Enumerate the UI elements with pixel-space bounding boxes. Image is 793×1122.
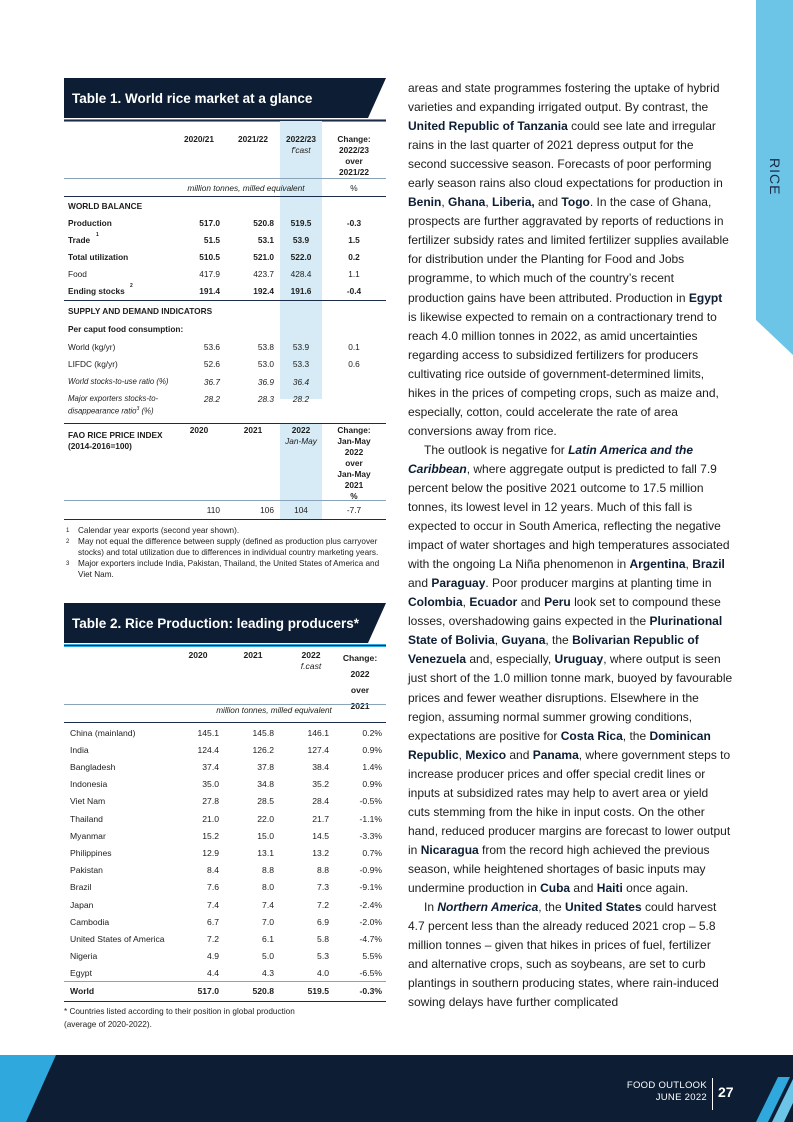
t1-cell: 53.8 — [257, 341, 274, 352]
t1-row-label: Ending stocks — [68, 285, 125, 296]
t2-cell: 4.0 — [317, 968, 329, 979]
t2-cell: 127.4 — [307, 744, 329, 755]
t1-row-label: Total utilization — [68, 251, 129, 262]
t1-head-2022: 2022/23 f'cast — [286, 134, 316, 155]
t2-country: Egypt — [70, 968, 92, 979]
t2-cell: 27.8 — [202, 796, 219, 807]
t2-cell: 5.8 — [317, 933, 329, 944]
t1-cell: 53.6 — [203, 341, 220, 352]
t1-row-label: Production — [68, 217, 112, 228]
text-run: , the — [538, 900, 565, 915]
text-run: , where government steps to increase producer prices and offer special credit lines or inputs at subsidized rates may help to avert area or yield cuts stemming from the hike in input costs. On the other hand, reduced producer margins are forecast to lower output in — [408, 747, 731, 857]
text-run: areas and state programmes fostering the uptake of hybrid varieties and expanding irrigated output. By contrast, the — [408, 81, 720, 115]
t2-cell: 8.8 — [262, 865, 274, 876]
t2-cell: 7.3 — [317, 882, 329, 893]
t2-row — [64, 913, 386, 930]
t1-cell: 192.4 — [253, 285, 274, 296]
text-run: , — [462, 595, 470, 610]
t1-cell: 1.5 — [348, 234, 360, 245]
text-run: once again. — [622, 880, 689, 895]
t1-cell: 428.4 — [290, 268, 312, 279]
t2-total-label: World — [70, 985, 95, 996]
t2-cell: 145.8 — [252, 727, 274, 738]
t1-price-change-line: % — [350, 491, 358, 501]
t2-country: Viet Nam — [70, 796, 106, 807]
t1-cell: 53.9 — [292, 341, 310, 352]
t2-row — [64, 724, 386, 741]
t1-head-change: Change: 2022/23 over 2021/22 — [337, 134, 371, 177]
body-paragraph — [408, 898, 733, 1012]
text-run: , — [494, 633, 502, 648]
text-run: In — [424, 900, 438, 915]
text-run: The outlook is negative for — [424, 442, 569, 457]
t2-country: Japan — [70, 899, 94, 910]
t2-cell: 38.4 — [312, 761, 329, 772]
text-run: . Poor producer margins at planting time in — [485, 576, 712, 591]
t2-country: Nigeria — [70, 951, 98, 962]
t1-cell: 521.0 — [253, 251, 274, 262]
t1-row — [64, 355, 386, 372]
emphasis-run: Haiti — [596, 880, 623, 895]
t2-cell: 13.1 — [257, 847, 274, 858]
footnote-number: 1 — [66, 528, 70, 534]
t1-cell: 522.0 — [290, 251, 312, 262]
text-run: and, especially, — [466, 652, 555, 667]
t1-row-exporters-ratio: Major exporters stocks-to- disappearance ratio$^3$ (%) 28.2 28.3 28.2 — [68, 394, 310, 416]
t2-country: Pakistan — [70, 865, 103, 876]
text-run: , — [485, 195, 493, 210]
emphasis-run: Plurinational State of Bolivia — [408, 614, 723, 648]
footnote — [64, 526, 386, 536]
t2-cell: -2.0% — [359, 916, 382, 927]
t2-cell: 15.0 — [257, 830, 274, 841]
t1-price-change-line: Change: — [337, 425, 371, 435]
t1-head-2021: 2021/22 — [238, 134, 268, 144]
t1-cell: 53.3 — [292, 358, 310, 369]
t2-row — [64, 793, 386, 810]
t2-country: Bangladesh — [70, 761, 116, 772]
emphasis-run: Uruguay — [554, 652, 604, 667]
footnote-text: Major exporters include India, Pakistan, Thailand, the United States of America and Viet Nam. — [78, 559, 380, 579]
emphasis-run: Brazil — [692, 557, 725, 572]
t2-total-cell: 517.0 — [197, 985, 219, 996]
t2-cell: 145.1 — [197, 727, 219, 738]
emphasis-run: Panama — [532, 747, 579, 762]
t2-total-cell: 520.8 — [252, 985, 274, 996]
t1-cell: 0.1 — [348, 341, 360, 352]
t2-cell: 7.0 — [262, 916, 274, 927]
emphasis-run: Nicaragua — [420, 842, 479, 857]
t2-cell: 6.9 — [317, 916, 329, 927]
emphasis-run: Latin America and the Caribbean — [408, 442, 694, 476]
t2-country: Cambodia — [70, 916, 110, 927]
t1-row-label: LIFDC (kg/yr) — [68, 358, 118, 369]
t2-row — [64, 758, 386, 775]
t2-cell: 35.2 — [312, 779, 329, 790]
t1-row — [64, 231, 386, 248]
emphasis-run: Costa Rica — [560, 728, 623, 743]
text-run: , — [458, 747, 466, 762]
t1-row — [64, 282, 386, 299]
t1-price-change-line: 2021 — [344, 480, 364, 490]
t1-price-head-2020: 2020 — [189, 425, 209, 435]
t2-country: Thailand — [70, 813, 103, 824]
t1-cell: 417.9 — [199, 268, 220, 279]
t1-section-world-balance: WORLD BALANCE — [68, 200, 143, 211]
emphasis-run: Mexico — [465, 747, 507, 762]
t2-cell: 0.9% — [362, 779, 382, 790]
t2-row — [64, 862, 386, 879]
emphasis-run: Paraguay — [431, 576, 486, 591]
t2-cell: 124.4 — [197, 744, 219, 755]
t2-country: Indonesia — [70, 779, 108, 790]
t2-country: India — [70, 744, 89, 755]
emphasis-run: Ecuador — [469, 595, 518, 610]
t1-row-sup: 2 — [130, 283, 133, 289]
t2-row — [64, 879, 386, 896]
t2-cell: 1.4% — [362, 761, 382, 772]
footer-divider — [712, 1078, 713, 1110]
t2-cell: 34.8 — [257, 779, 274, 790]
t2-cell: -2.4% — [359, 899, 382, 910]
t2-cell: 4.4 — [207, 968, 219, 979]
t1-cell: 53.1 — [257, 234, 274, 245]
t2-cell: 4.9 — [207, 951, 219, 962]
t2-cell: 28.5 — [257, 796, 274, 807]
t1-row-sup: 1 — [96, 232, 99, 238]
t2-row — [64, 965, 386, 982]
t2-total-row — [64, 982, 386, 999]
emphasis-run: Dominican Republic — [408, 728, 711, 762]
t1-cell: 52.6 — [203, 358, 220, 369]
t2-cell: 7.6 — [207, 882, 219, 893]
t2-cell: 5.0 — [262, 951, 274, 962]
t1-row-label: Trade — [68, 234, 91, 245]
t1-cell: 423.7 — [253, 268, 274, 279]
t2-cell: 14.5 — [312, 830, 329, 841]
footnote — [64, 537, 386, 558]
footnote-number: 3 — [66, 561, 70, 568]
t1-row-stocks-to-use: World stocks-to-use ratio (%) 36.7 36.9 36.4 — [68, 376, 310, 387]
t1-cell: -0.3 — [346, 217, 362, 228]
t1-row — [64, 248, 386, 265]
text-run: , the — [545, 633, 573, 648]
t2-country: Philippines — [70, 847, 112, 858]
t2-cell: 21.0 — [202, 813, 219, 824]
t2-cell: 22.0 — [257, 813, 274, 824]
t2-country: Myanmar — [70, 830, 106, 841]
t1-cell: 53.0 — [257, 358, 274, 369]
t2-cell: 13.2 — [312, 847, 329, 858]
emphasis-run: Benin — [408, 195, 442, 210]
t2-total-cell: -0.3% — [359, 985, 382, 996]
t2-country: Brazil — [70, 882, 92, 893]
t2-cell: 6.7 — [207, 916, 219, 927]
t2-cell: 35.0 — [202, 779, 219, 790]
t1-cell: 0.2 — [348, 251, 360, 262]
t1-section-indicators: SUPPLY AND DEMAND INDICATORS — [68, 305, 213, 316]
t1-pct: % — [350, 183, 358, 193]
emphasis-run: United States — [564, 900, 642, 915]
footnote — [64, 559, 386, 580]
text-run: and — [506, 747, 533, 762]
t2-cell: 0.7% — [362, 847, 382, 858]
section-tab — [756, 0, 793, 355]
footnote-number: 2 — [66, 539, 70, 546]
t2-cell: 7.4 — [207, 899, 219, 910]
text-run: could see late and irregular rains in the last quarter of 2021 depress output for the second successive season. Forecasts of poor performing early season rains also cloud expectations for production in — [408, 119, 723, 191]
article-body — [408, 79, 733, 1012]
t2-row — [64, 741, 386, 758]
section-label: RICE — [767, 158, 783, 196]
emphasis-run: Guyana — [501, 633, 546, 648]
text-run: and — [570, 880, 597, 895]
t2-row — [64, 810, 386, 827]
t2-cell: 7.4 — [262, 899, 274, 910]
t1-price-head-2022: 2022 Jan-May — [285, 425, 317, 446]
t2-cell: 126.2 — [252, 744, 274, 755]
t2-cell: 4.3 — [262, 968, 274, 979]
t1-cell: 1.1 — [348, 268, 360, 279]
t1-cell: 517.0 — [199, 217, 220, 228]
t2-head-2022: 2022 f.cast — [300, 650, 322, 671]
t2-row — [64, 776, 386, 793]
t2-row — [64, 827, 386, 844]
footnote-text: Calendar year exports (second year shown). — [78, 526, 240, 535]
t1-price-change-line: over — [345, 458, 363, 468]
t2-cell: -0.9% — [359, 865, 382, 876]
emphasis-run: Togo — [561, 195, 590, 210]
emphasis-run: Northern America — [437, 900, 539, 915]
text-run: , where aggregate output is predicted to fall 7.9 percent below the positive 2021 outcome to 17.5 million tonnes, its lowest level in 12 years. Much of this fall is expected to occur in South America, reflecting the negative impact of water shortages and high temperatures associated with the ongoing La Niña phenomenon in — [408, 461, 730, 572]
t1-cell: 520.8 — [253, 217, 274, 228]
text-run: is likewise expected to remain on a contractionary trend to reach 4.0 million tonnes in 2022, as amid uncertainties regarding access to subsidized fertilizers for producers cultivating rice outside of government-determined limits, hikes in the prices of competing crops, such as maize and, especially, cotton, could accelerate the rate of area conversions away from rice. — [408, 309, 719, 438]
t2-cell: 8.8 — [317, 865, 329, 876]
t1-price-head-2021: 2021 — [243, 425, 263, 435]
t2-cell: 21.7 — [312, 813, 329, 824]
emphasis-run: United Republic of Tanzania — [408, 119, 568, 134]
text-run: , the — [622, 728, 650, 743]
t2-cell: 8.4 — [207, 865, 219, 876]
body-paragraph — [408, 79, 733, 441]
t2-cell: -0.5% — [359, 796, 382, 807]
t1-cell: 191.6 — [290, 285, 312, 296]
t1-per-caput: Per caput food consumption: — [68, 323, 184, 334]
t2-cell: 8.0 — [262, 882, 274, 893]
t2-cell: -6.5% — [359, 968, 382, 979]
t2-cell: -9.1% — [359, 882, 382, 893]
t1-cell: 191.4 — [199, 285, 220, 296]
emphasis-run: Liberia, — [492, 195, 535, 210]
t2-cell: 0.9% — [362, 744, 382, 755]
text-run: and — [517, 595, 545, 610]
emphasis-run: Egypt — [688, 290, 723, 305]
t2-row — [64, 844, 386, 861]
text-run: from the record high achieved the previous season, while heightened shortages of basic inputs may undermine production in — [408, 842, 710, 895]
t2-cell: 28.4 — [312, 796, 329, 807]
t1-row — [64, 338, 386, 355]
t1-row — [64, 265, 386, 282]
t2-country: United States of America — [70, 933, 165, 944]
t2-cell: 7.2 — [317, 899, 329, 910]
text-run: could harvest 4.7 percent less than the already reduced 2021 crop – 5.8 million tonnes – given that hikes in prices of fuel, fertilizer and alternative crops, such as soybeans, are set to curb plantings in southern producing states, where rain-induced sowing delays have further complicated — [408, 900, 719, 1010]
t2-cell: 146.1 — [307, 727, 329, 738]
t1-cell: 53.9 — [292, 234, 310, 245]
t1-cell: 51.5 — [203, 234, 220, 245]
t2-country: China (mainland) — [70, 727, 136, 738]
t1-price-change-line: Jan-May — [337, 436, 371, 446]
emphasis-run: Colombia — [408, 595, 463, 610]
t1-head-2020: 2020/21 — [184, 134, 214, 144]
body-paragraph — [408, 441, 733, 898]
t1-price-change-line: 2022 — [344, 447, 364, 457]
t1-row — [64, 214, 386, 231]
t2-cell: 6.1 — [262, 933, 274, 944]
text-run: and — [534, 195, 562, 210]
t2-row — [64, 948, 386, 965]
t2-cell: 12.9 — [202, 847, 219, 858]
t2-row — [64, 930, 386, 947]
t2-head-2020: 2020 — [188, 650, 208, 660]
t2-cell: 37.4 — [202, 761, 219, 772]
t1-cell: 510.5 — [199, 251, 220, 262]
t2-cell: 0.2% — [362, 727, 382, 738]
t1-price-head-change — [328, 425, 380, 502]
t1-row-price-index: 110 106 104 -7.7 — [206, 504, 362, 515]
emphasis-run: Bolivarian Republic of Venezuela — [408, 633, 699, 667]
t2-cell: 5.3 — [317, 951, 329, 962]
table1-title: Table 1. World rice market at a glance — [64, 78, 368, 118]
t1-units: million tonnes, milled equivalent — [187, 183, 305, 193]
t1-cell: 0.6 — [348, 358, 360, 369]
t2-cell: 37.8 — [257, 761, 274, 772]
t2-cell: 15.2 — [202, 830, 219, 841]
t2-row — [64, 896, 386, 913]
t2-cell: -1.1% — [359, 813, 382, 824]
t1-price-index-label: FAO RICE PRICE INDEX (2014-2016=100) — [68, 430, 163, 451]
t2-cell: 7.2 — [207, 933, 219, 944]
emphasis-run: Peru — [544, 595, 571, 610]
t2-cell: -3.3% — [359, 830, 382, 841]
table2-footnote: * Countries listed according to their position in global production (average of 2020-2022). — [64, 1007, 295, 1029]
t2-units: million tonnes, milled equivalent — [216, 706, 332, 715]
t1-price-change-line: Jan-May — [337, 469, 371, 479]
text-run: , — [685, 557, 693, 572]
emphasis-run: Ghana — [448, 195, 486, 210]
t2-head-change: Change: 2022 over 2021 — [342, 653, 378, 711]
text-run: , — [441, 195, 449, 210]
t2-cell: 5.5% — [362, 951, 382, 962]
emphasis-run: Argentina — [629, 557, 686, 572]
page-number: 27 — [718, 1084, 734, 1100]
text-run: and — [408, 576, 432, 591]
text-run: look set to compound these losses, overshadowing gains expected in the — [408, 595, 721, 629]
text-run: . In the case of Ghana, prospects are further aggravated by reports of reductions in fertilizer subsidy rates and limited fertilizer supplies available for distribution under the Planting for Food and Jobs programme, to which much of the country’s recent production gains have been attributed. Production in — [408, 195, 729, 305]
t2-total-cell: 519.5 — [307, 985, 329, 996]
t2-head-2021: 2021 — [243, 650, 263, 660]
emphasis-run: Cuba — [540, 880, 571, 895]
table1-notes — [64, 526, 386, 581]
t2-total-rule — [64, 981, 386, 982]
text-run: , where output is seen just short of the 1.0 million tonne mark, buoyed by favourable prices and fewer weather disruptions. Elsewhere in the region, assuming normal summer growing conditions, expectations are positive for — [408, 652, 733, 743]
t1-cell: -0.4 — [346, 285, 362, 296]
t2-cell: -4.7% — [359, 933, 382, 944]
t1-cell: 519.5 — [290, 217, 312, 228]
footer-publication: FOOD OUTLOOK JUNE 2022 — [626, 1080, 707, 1103]
t1-row-label: Food — [68, 268, 87, 279]
footnote-text: May not equal the difference between supply (defined as production plus carryover stocks) and total utilization due to differences in individual country marketing years. — [78, 537, 379, 557]
t1-row-label: World (kg/yr) — [68, 341, 116, 352]
table2-title: Table 2. Rice Production: leading producers* — [64, 603, 368, 643]
